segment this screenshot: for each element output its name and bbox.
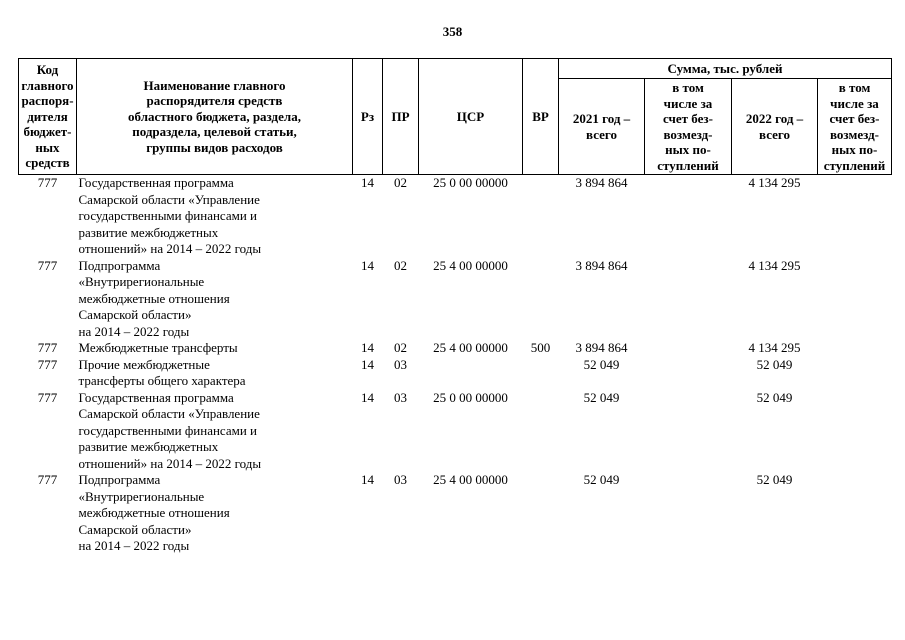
name-line: отношений» на 2014 – 2022 годы: [78, 455, 262, 471]
cell-vr: [523, 258, 559, 341]
cell-code: 777: [37, 356, 58, 372]
header-code: Код главного распоря- дителя бюджет- ных средств: [19, 59, 77, 175]
header-2022-total: 2022 год – всего: [732, 79, 818, 175]
table-row: [19, 175, 892, 258]
header-2021-grants: в том числе за счет без- возмезд- ных по- ступлений: [645, 79, 732, 175]
header-name: Наименование главного распорядителя средств областного бюджета, раздела, подраздела, целевой статьи, группы видов расходов: [77, 59, 353, 175]
cell-2021-total: 3 894 864: [575, 257, 628, 273]
name-line: развитие межбюджетных: [78, 224, 219, 240]
page-number: 358: [442, 24, 463, 39]
cell-2022-total: 4 134 295: [748, 340, 801, 355]
cell-rz: 14: [361, 340, 374, 355]
cell-2021-grants: [645, 340, 732, 357]
cell-2022-grants: [818, 357, 892, 390]
cell-name: [77, 390, 353, 473]
cell-2022-grants: [818, 175, 892, 258]
header-vr: ВР: [523, 59, 559, 175]
cell-vr: 500: [530, 340, 551, 355]
cell-name: [77, 258, 353, 341]
cell-vr: [523, 175, 559, 258]
cell-code: 777: [37, 389, 58, 405]
cell-pr: 02: [394, 175, 407, 190]
name-line: Межбюджетные трансферты: [78, 340, 238, 355]
cell-2022-total: 4 134 295: [748, 175, 801, 190]
cell-name: [77, 357, 353, 390]
cell-2022-total: 52 049: [756, 389, 793, 405]
cell-2021-total: 52 049: [583, 356, 620, 372]
cell-code: 777: [37, 257, 58, 273]
cell-code: 777: [37, 175, 58, 190]
cell-2022-total: 52 049: [756, 472, 793, 487]
table-row: [19, 390, 892, 473]
cell-2021-grants: [645, 357, 732, 390]
cell-csr: 25 4 00 00000: [433, 340, 508, 355]
cell-pr: 02: [394, 340, 407, 355]
name-line: Самарской области»: [78, 307, 192, 322]
cell-rz: 14: [361, 175, 374, 190]
name-line: государственными финансами и: [78, 208, 258, 223]
table-header: [19, 59, 892, 175]
cell-2022-grants: [818, 258, 892, 341]
cell-pr: 03: [394, 472, 407, 487]
cell-code: 777: [37, 472, 58, 487]
cell-code: 777: [37, 340, 58, 355]
cell-name: [77, 175, 353, 258]
header-sum: Сумма, тыс. рублей: [559, 59, 892, 79]
cell-csr: 25 4 00 00000: [433, 257, 508, 273]
cell-2022-total: 52 049: [756, 356, 793, 372]
table-row: [19, 258, 892, 341]
cell-name: [77, 472, 353, 555]
cell-csr: 25 0 00 00000: [433, 175, 508, 190]
name-line: Самарской области «Управление: [78, 406, 260, 421]
cell-2021-grants: [645, 258, 732, 341]
name-line: Подпрограмма: [78, 257, 161, 273]
cell-csr: 25 4 00 00000: [433, 472, 508, 487]
cell-pr: 02: [394, 257, 407, 273]
cell-rz: 14: [361, 472, 374, 487]
table-row: [19, 357, 892, 390]
cell-2021-grants: [645, 390, 732, 473]
cell-rz: 14: [361, 389, 374, 405]
cell-vr: [523, 390, 559, 473]
name-line: развитие межбюджетных: [78, 439, 219, 454]
cell-2021-grants: [645, 472, 732, 555]
header-2021-total: 2021 год – всего: [559, 79, 645, 175]
cell-vr: [523, 357, 559, 390]
cell-rz: 14: [361, 257, 374, 273]
cell-csr: [419, 357, 523, 390]
name-line: трансферты общего характера: [78, 373, 246, 388]
name-line: Прочие межбюджетные: [78, 356, 210, 372]
cell-rz: 14: [361, 356, 374, 372]
cell-csr: 25 0 00 00000: [433, 389, 508, 405]
table-body: [19, 175, 892, 555]
header-rz: Рз: [353, 59, 383, 175]
cell-2021-total: 3 894 864: [575, 175, 628, 190]
name-line: Государственная программа: [78, 389, 234, 405]
cell-pr: 03: [394, 356, 407, 372]
cell-2021-total: 52 049: [583, 472, 620, 487]
cell-2021-grants: [645, 175, 732, 258]
name-line: межбюджетные отношения: [78, 290, 230, 306]
cell-2021-total: 52 049: [583, 389, 620, 405]
table-row: [19, 472, 892, 555]
cell-2022-grants: [818, 390, 892, 473]
cell-name: [77, 340, 353, 357]
name-line: на 2014 – 2022 годы: [78, 538, 190, 553]
name-line: Подпрограмма: [78, 472, 161, 487]
cell-pr: 03: [394, 389, 407, 405]
header-pr: ПР: [383, 59, 419, 175]
name-line: Самарской области «Управление: [78, 191, 260, 207]
table-row: [19, 340, 892, 357]
cell-2021-total: 3 894 864: [575, 340, 628, 355]
name-line: на 2014 – 2022 годы: [78, 323, 190, 339]
cell-2022-total: 4 134 295: [748, 257, 801, 273]
name-line: отношений» на 2014 – 2022 годы: [78, 241, 262, 256]
name-line: межбюджетные отношения: [78, 505, 230, 520]
header-2022-grants: в том числе за счет без- возмезд- ных по- ступлений: [818, 79, 892, 175]
cell-2022-grants: [818, 472, 892, 555]
name-line: Государственная программа: [78, 175, 234, 190]
name-line: «Внутрирегиональные: [78, 274, 205, 289]
cell-vr: [523, 472, 559, 555]
budget-table: [18, 58, 892, 555]
name-line: «Внутрирегиональные: [78, 488, 205, 504]
name-line: государственными финансами и: [78, 422, 258, 438]
header-csr: ЦСР: [419, 59, 523, 175]
cell-2022-grants: [818, 340, 892, 357]
name-line: Самарской области»: [78, 521, 192, 537]
